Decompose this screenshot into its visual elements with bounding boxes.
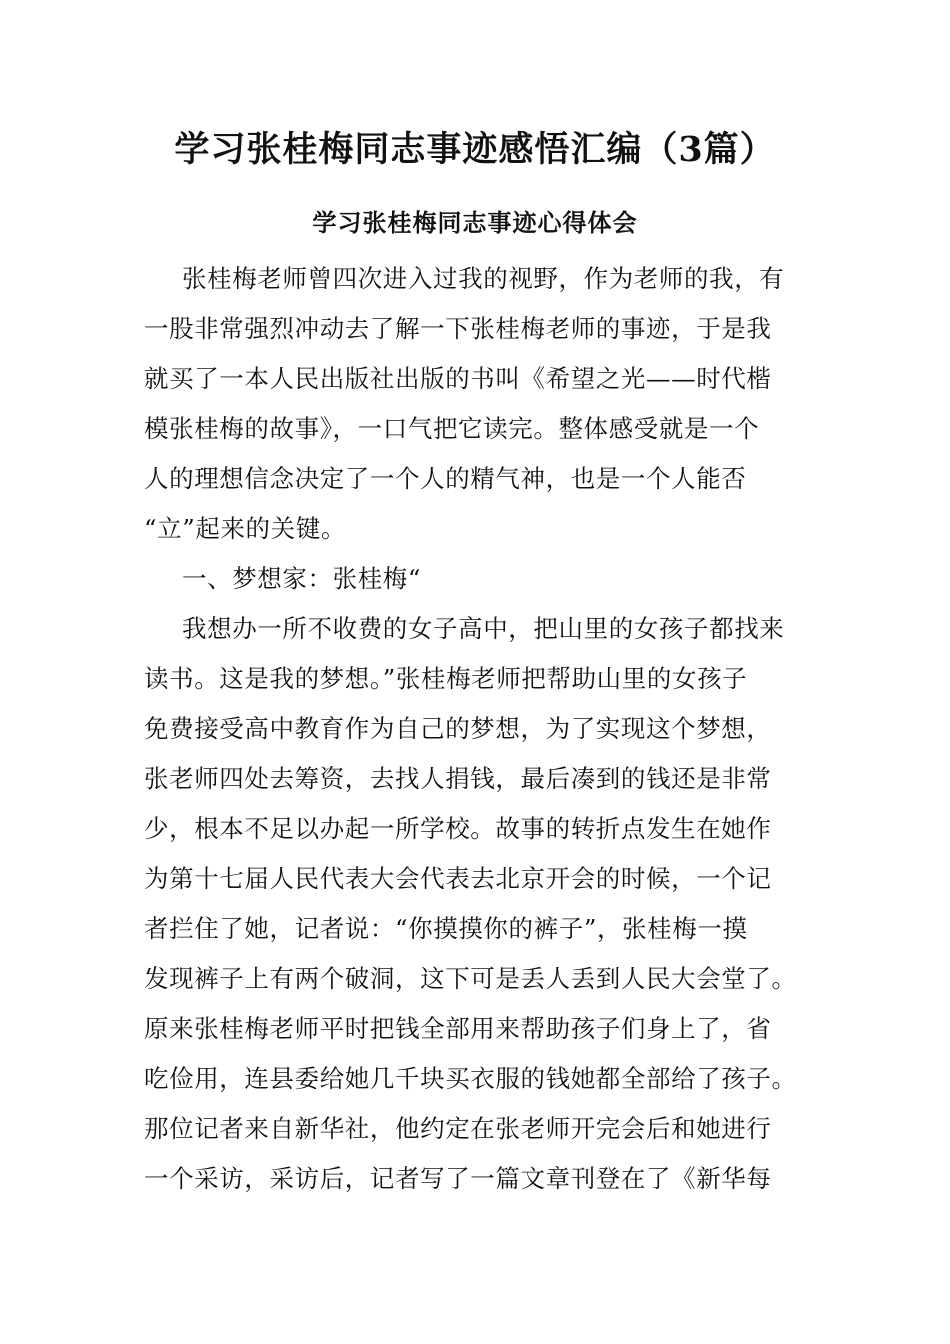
paragraph-line: 人的理想信念决定了一个人的精气神，也是一个人能否 [144,464,747,493]
paragraph-line: 那位记者来自新华社，他约定在张老师开完会后和她进行 [144,1114,772,1143]
paragraph-line: 模张桂梅的故事》，一口气把它读完。整体感受就是一个 [144,414,760,443]
paragraph-line: 免费接受高中教育作为自己的梦想，为了实现这个梦想， [144,714,772,743]
paragraph-line: 张桂梅老师曾四次进入过我的视野，作为老师的我，有 [182,264,785,293]
section-title: 学习张桂梅同志事迹心得体会 [312,209,638,237]
paragraph-line: 一股非常强烈冲动去了解一下张桂梅老师的事迹，于是我 [144,314,772,343]
section-heading-line: 一、梦想家：张桂梅“ [182,564,422,593]
paragraph-line: 就买了一本人民出版社出版的书叫《希望之光——时代楷 [144,364,772,393]
paragraph-line: 读书。这是我的梦想。”张桂梅老师把帮助山里的女孩子 [144,664,748,693]
paragraph-line: 一个采访，采访后，记者写了一篇文章刊登在了《新华每 [144,1164,772,1193]
paragraph-line: 为第十七届人民代表大会代表去北京开会的时候，一个记 [144,864,772,893]
paragraph-line: 原来张桂梅老师平时把钱全部用来帮助孩子们身上了，省 [144,1014,772,1043]
paragraph-line: 张老师四处去筹资，去找人捐钱，最后凑到的钱还是非常 [144,764,772,793]
paragraph-line: 者拦住了她，记者说：“你摸摸你的裤子”，张桂梅一摸 [144,914,748,943]
paragraph-line: 吃俭用，连县委给她几千块买衣服的钱她都全部给了孩子。 [144,1064,797,1093]
paragraph-line: “立”起来的关键。 [144,514,346,543]
paragraph-line: 少，根本不足以办起一所学校。故事的转折点发生在她作 [144,814,772,843]
paragraph-line: 我想办一所不收费的女子高中，把山里的女孩子都找来 [182,614,785,643]
document-title: 学习张桂梅同志事迹感悟汇编（3篇） [174,129,776,170]
document-body [144,254,824,1204]
paragraph-line: 发现裤子上有两个破洞，这下可是丢人丢到人民大会堂了。 [144,964,797,993]
